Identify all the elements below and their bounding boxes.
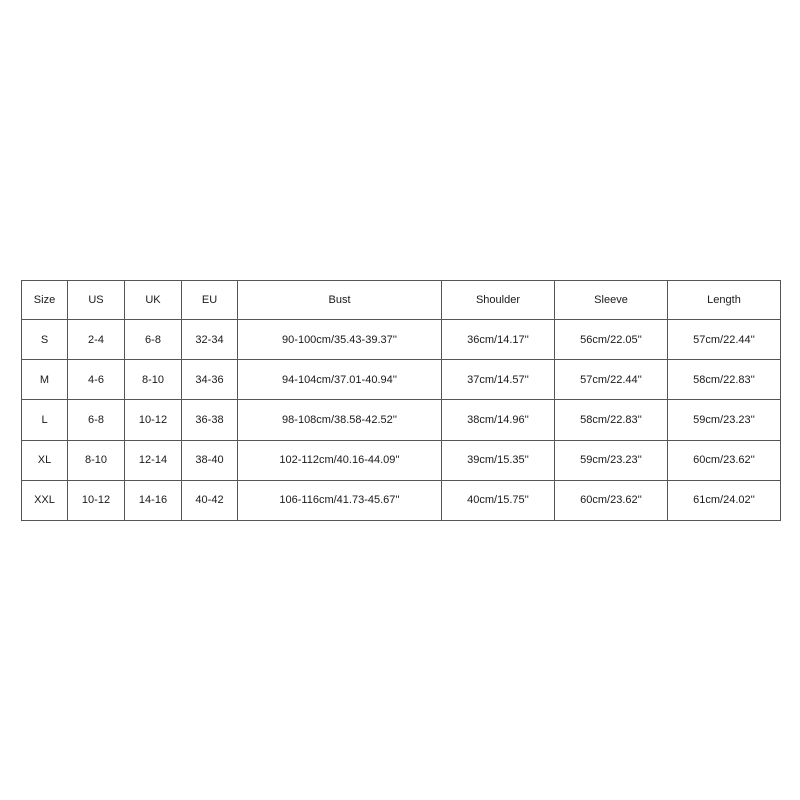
cell-size: XXL xyxy=(22,480,68,520)
header-length: Length xyxy=(668,281,781,320)
cell-bust: 106-116cm/41.73-45.67'' xyxy=(238,480,442,520)
cell-shoulder: 39cm/15.35'' xyxy=(442,440,555,480)
cell-size: S xyxy=(22,320,68,360)
cell-shoulder: 40cm/15.75'' xyxy=(442,480,555,520)
cell-eu: 38-40 xyxy=(182,440,238,480)
table-row xyxy=(22,480,781,520)
cell-bust: 102-112cm/40.16-44.09'' xyxy=(238,440,442,480)
cell-uk: 10-12 xyxy=(125,400,182,440)
table-row xyxy=(22,440,781,480)
header-bust: Bust xyxy=(238,281,442,320)
cell-shoulder: 36cm/14.17'' xyxy=(442,320,555,360)
table-header-row xyxy=(22,281,781,320)
cell-size: XL xyxy=(22,440,68,480)
header-sleeve: Sleeve xyxy=(555,281,668,320)
header-eu: EU xyxy=(182,281,238,320)
cell-uk: 6-8 xyxy=(125,320,182,360)
cell-bust: 98-108cm/38.58-42.52'' xyxy=(238,400,442,440)
cell-uk: 12-14 xyxy=(125,440,182,480)
cell-length: 58cm/22.83'' xyxy=(668,360,781,400)
cell-us: 8-10 xyxy=(68,440,125,480)
cell-bust: 94-104cm/37.01-40.94'' xyxy=(238,360,442,400)
cell-eu: 32-34 xyxy=(182,320,238,360)
cell-eu: 34-36 xyxy=(182,360,238,400)
cell-us: 2-4 xyxy=(68,320,125,360)
cell-sleeve: 56cm/22.05'' xyxy=(555,320,668,360)
cell-uk: 14-16 xyxy=(125,480,182,520)
table-row xyxy=(22,400,781,440)
header-shoulder: Shoulder xyxy=(442,281,555,320)
table-row xyxy=(22,320,781,360)
cell-length: 61cm/24.02'' xyxy=(668,480,781,520)
cell-us: 6-8 xyxy=(68,400,125,440)
cell-us: 10-12 xyxy=(68,480,125,520)
header-size: Size xyxy=(22,281,68,320)
header-uk: UK xyxy=(125,281,182,320)
header-us: US xyxy=(68,281,125,320)
cell-size: L xyxy=(22,400,68,440)
cell-sleeve: 58cm/22.83'' xyxy=(555,400,668,440)
table-row xyxy=(22,360,781,400)
size-chart-table xyxy=(21,280,781,521)
cell-eu: 36-38 xyxy=(182,400,238,440)
cell-sleeve: 59cm/23.23'' xyxy=(555,440,668,480)
cell-bust: 90-100cm/35.43-39.37'' xyxy=(238,320,442,360)
cell-shoulder: 37cm/14.57'' xyxy=(442,360,555,400)
cell-size: M xyxy=(22,360,68,400)
cell-shoulder: 38cm/14.96'' xyxy=(442,400,555,440)
cell-sleeve: 60cm/23.62'' xyxy=(555,480,668,520)
cell-sleeve: 57cm/22.44'' xyxy=(555,360,668,400)
cell-uk: 8-10 xyxy=(125,360,182,400)
cell-length: 60cm/23.62'' xyxy=(668,440,781,480)
cell-eu: 40-42 xyxy=(182,480,238,520)
cell-length: 57cm/22.44'' xyxy=(668,320,781,360)
cell-us: 4-6 xyxy=(68,360,125,400)
cell-length: 59cm/23.23'' xyxy=(668,400,781,440)
